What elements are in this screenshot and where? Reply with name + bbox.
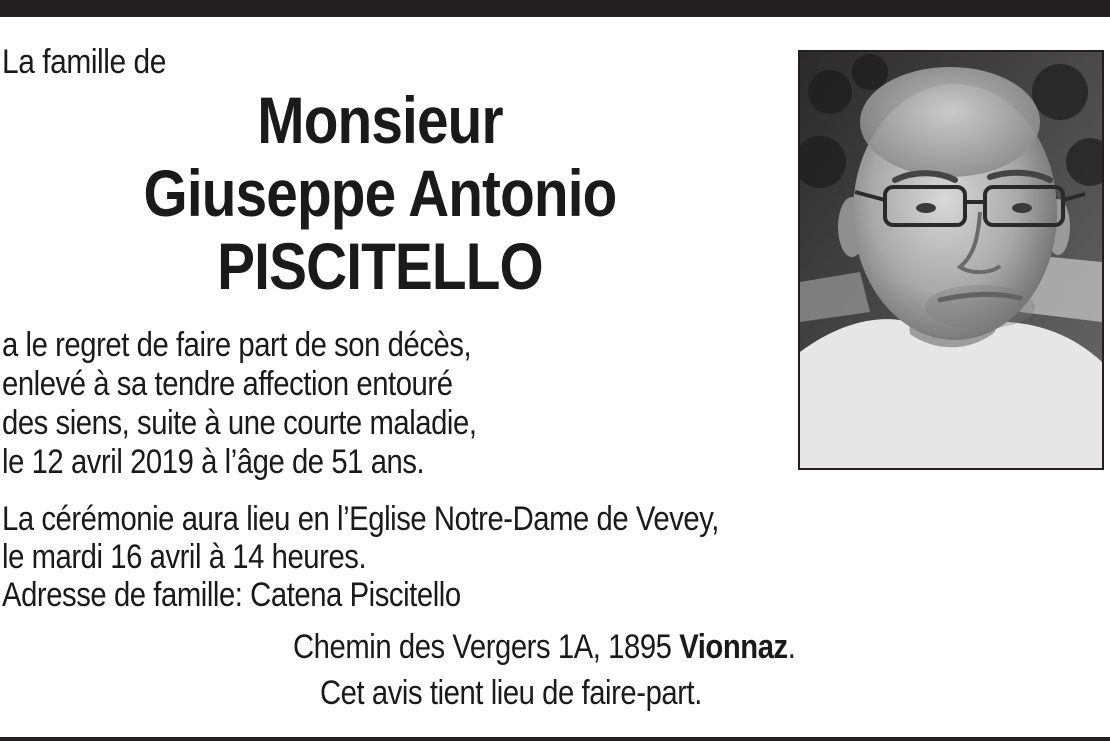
- intro-text: La famille de: [2, 43, 166, 81]
- address-street: Chemin des Vergers 1A, 1895: [293, 628, 680, 666]
- address-city: Vionnaz: [679, 628, 788, 666]
- ceremony-line: le mardi 16 avril à 14 heures.: [2, 538, 367, 576]
- name-first: Giuseppe Antonio: [143, 156, 617, 230]
- ceremony-line: La cérémonie aura lieu en l’Eglise Notre-Dame de Vevey,: [2, 500, 719, 538]
- address-end: .: [787, 628, 796, 666]
- announcement-line: a le regret de faire part de son décès,: [2, 326, 472, 364]
- portrait-photo: [798, 50, 1104, 470]
- deceased-name: [0, 84, 760, 303]
- name-title: Monsieur: [257, 83, 503, 157]
- closing-note: Cet avis tient lieu de faire-part.: [320, 674, 702, 712]
- name-last: PISCITELLO: [217, 229, 543, 303]
- family-address-street: [293, 628, 795, 666]
- top-rule: [0, 0, 1110, 17]
- bottom-rule: [0, 737, 1110, 741]
- family-address-line: Adresse de famille: Catena Piscitello: [2, 576, 461, 614]
- announcement-line: le 12 avril 2019 à l’âge de 51 ans.: [2, 443, 425, 481]
- announcement-line: enlevé à sa tendre affection entouré: [2, 365, 453, 403]
- announcement-text: [2, 326, 477, 482]
- ceremony-text: [2, 500, 719, 614]
- announcement-line: des siens, suite à une courte maladie,: [2, 404, 477, 442]
